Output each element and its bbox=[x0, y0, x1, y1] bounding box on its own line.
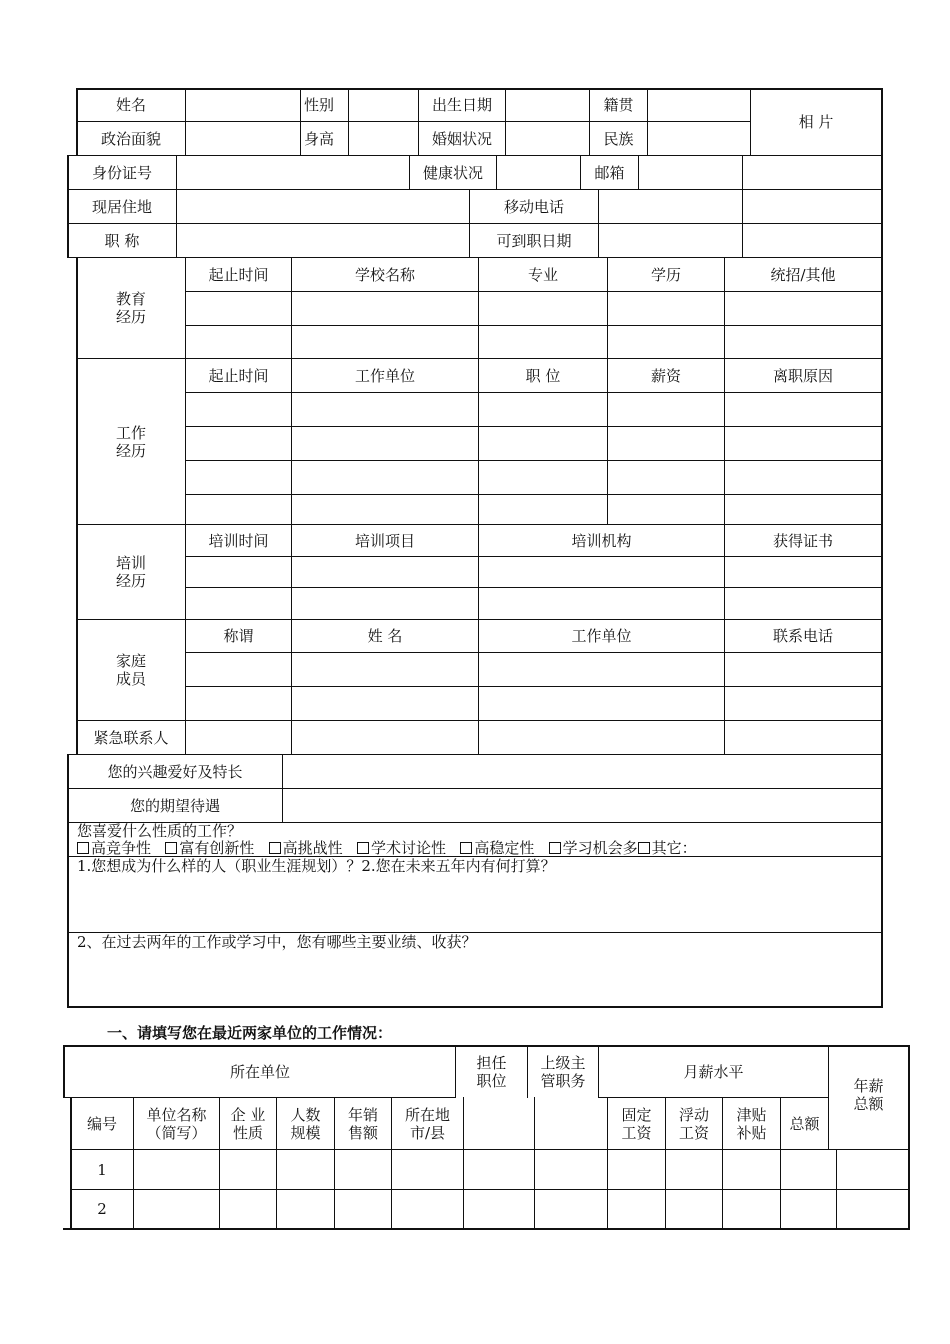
header-line: 年销 bbox=[347, 1105, 378, 1124]
work-preference-options bbox=[77, 839, 697, 857]
option-other[interactable]: 其它： bbox=[638, 839, 697, 857]
row-number: 1 bbox=[97, 1160, 107, 1179]
header-line: 市/县 bbox=[409, 1123, 446, 1142]
address-label: 现居住地 bbox=[91, 197, 152, 216]
recent-job-row[interactable] bbox=[134, 1190, 907, 1228]
edu-entry-row[interactable] bbox=[186, 326, 881, 358]
training-header-program: 培训项目 bbox=[354, 531, 415, 550]
form-right-border bbox=[881, 88, 883, 1008]
header-line: （简写） bbox=[146, 1123, 207, 1142]
mobile-field[interactable] bbox=[599, 190, 742, 223]
edu-header-period: 起止时间 bbox=[208, 265, 269, 284]
political-status-label: 政治面貌 bbox=[100, 129, 161, 148]
work-header-salary: 薪资 bbox=[650, 366, 681, 385]
career-plan-answer[interactable] bbox=[68, 876, 881, 931]
photo-box[interactable]: 相 片 bbox=[798, 113, 834, 131]
work-preference-question: 您喜爱什么性质的工作？ bbox=[77, 822, 243, 840]
ethnic-field[interactable] bbox=[648, 122, 750, 155]
checkbox-icon bbox=[638, 842, 650, 854]
family-entry-row[interactable] bbox=[186, 653, 881, 686]
header-line: 职位 bbox=[476, 1072, 507, 1090]
birth-date-label: 出生日期 bbox=[431, 96, 492, 114]
row-number: 2 bbox=[97, 1200, 107, 1218]
header-line: 单位名称 bbox=[146, 1105, 207, 1124]
achievement-answer[interactable] bbox=[68, 952, 881, 1004]
training-section-label bbox=[77, 525, 185, 619]
achievement-question: 2、在过去两年的工作或学习中，您有哪些主要业绩、收获？ bbox=[77, 933, 477, 951]
header-line: 工资 bbox=[678, 1123, 709, 1142]
section-label-line: 成员 bbox=[115, 670, 146, 688]
recent-job-row[interactable] bbox=[134, 1150, 907, 1189]
header-line: 总额 bbox=[853, 1095, 884, 1113]
career-plan-question: 1.您想成为什么样的人（职业生涯规划）？2.您在未来五年内有何打算？ bbox=[77, 857, 556, 875]
work-entry-row[interactable] bbox=[186, 461, 881, 494]
section-label-line: 经历 bbox=[115, 572, 146, 590]
fixed-salary-header bbox=[608, 1098, 665, 1149]
education-section-label bbox=[77, 258, 185, 358]
edu-header-type: 统招/其他 bbox=[770, 265, 836, 284]
form-bottom-border bbox=[67, 1006, 883, 1008]
email-field[interactable] bbox=[639, 156, 742, 189]
checkbox-icon bbox=[357, 842, 369, 854]
position-header bbox=[456, 1047, 527, 1097]
id-number-field[interactable] bbox=[177, 156, 409, 189]
section-label-line: 教育 bbox=[115, 290, 146, 308]
family-section-label bbox=[77, 620, 185, 720]
work-header-company: 工作单位 bbox=[354, 366, 415, 385]
total-header: 总额 bbox=[789, 1114, 820, 1133]
unit-name-header bbox=[134, 1098, 219, 1149]
training-header-time: 培训时间 bbox=[208, 531, 269, 550]
gender-field[interactable] bbox=[349, 89, 418, 121]
header-line: 年薪 bbox=[853, 1077, 884, 1095]
monthly-salary-header: 月薪水平 bbox=[683, 1063, 744, 1081]
available-date-label: 可到职日期 bbox=[496, 231, 572, 250]
option-high-competition[interactable]: 高竞争性 bbox=[77, 839, 151, 857]
family-header-phone: 联系电话 bbox=[772, 627, 833, 645]
training-header-certificate: 获得证书 bbox=[772, 531, 833, 550]
floating-salary-header bbox=[666, 1098, 722, 1149]
annual-salary-header bbox=[829, 1070, 908, 1120]
work-header-position: 职 位 bbox=[525, 366, 561, 385]
allowance-header bbox=[723, 1098, 780, 1149]
name-field[interactable] bbox=[186, 89, 300, 121]
training-entry-row[interactable] bbox=[186, 588, 881, 619]
checkbox-icon bbox=[460, 842, 472, 854]
checkbox-icon bbox=[77, 842, 89, 854]
edu-header-degree: 学历 bbox=[650, 265, 681, 284]
height-label: 身高 bbox=[304, 129, 335, 148]
city-header bbox=[392, 1098, 463, 1149]
emergency-contact-row[interactable] bbox=[186, 721, 881, 754]
title-label: 职 称 bbox=[104, 231, 140, 250]
section-label-line: 工作 bbox=[115, 423, 146, 442]
family-header-employer: 工作单位 bbox=[571, 627, 632, 645]
work-section-label bbox=[77, 359, 185, 524]
header-line: 津贴 bbox=[736, 1105, 767, 1124]
header-line: 规模 bbox=[290, 1123, 321, 1142]
edu-entry-row[interactable] bbox=[186, 292, 881, 325]
work-header-period: 起止时间 bbox=[208, 366, 269, 385]
header-line: 浮动 bbox=[678, 1105, 709, 1124]
ethnic-label: 民族 bbox=[603, 129, 634, 148]
supervisor-header bbox=[528, 1047, 598, 1097]
training-entry-row[interactable] bbox=[186, 557, 881, 587]
section-label-line: 家庭 bbox=[115, 652, 146, 670]
work-entry-row[interactable] bbox=[186, 495, 881, 524]
header-line: 性质 bbox=[232, 1123, 263, 1142]
size-header bbox=[277, 1098, 334, 1149]
mobile-label: 移动电话 bbox=[503, 197, 564, 216]
edu-header-major: 专业 bbox=[527, 265, 558, 284]
work-header-leave-reason: 离职原因 bbox=[772, 366, 833, 385]
emergency-contact-label: 紧急联系人 bbox=[93, 728, 169, 747]
marital-status-label: 婚姻状况 bbox=[431, 129, 492, 148]
health-field[interactable] bbox=[497, 156, 580, 189]
family-entry-row[interactable] bbox=[186, 687, 881, 720]
header-line: 售额 bbox=[347, 1123, 378, 1142]
header-line: 担任 bbox=[476, 1054, 507, 1072]
available-date-field[interactable] bbox=[599, 224, 742, 257]
origin-label: 籍贯 bbox=[603, 96, 634, 114]
option-challenge[interactable]: 高挑战性 bbox=[269, 839, 343, 857]
header-line: 上级主 bbox=[540, 1054, 586, 1072]
unit-group-header: 所在单位 bbox=[229, 1063, 290, 1081]
section-label-line: 培训 bbox=[115, 554, 146, 572]
height-field[interactable] bbox=[349, 122, 418, 155]
political-status-field[interactable] bbox=[186, 122, 300, 155]
work-entry-row[interactable] bbox=[186, 393, 881, 426]
checkbox-icon bbox=[549, 842, 561, 854]
checkbox-icon bbox=[165, 842, 177, 854]
section-label-line: 经历 bbox=[115, 441, 146, 460]
interests-field[interactable] bbox=[283, 755, 881, 788]
section-label-line: 经历 bbox=[115, 308, 146, 326]
health-label: 健康状况 bbox=[422, 163, 483, 182]
option-innovation[interactable]: 富有创新性 bbox=[165, 839, 254, 857]
recent-jobs-heading: 一、请填写您在最近两家单位的工作情况： bbox=[107, 1024, 393, 1042]
family-header-relation: 称谓 bbox=[223, 627, 254, 645]
interests-label: 您的兴趣爱好及特长 bbox=[107, 762, 243, 781]
no-header: 编号 bbox=[86, 1114, 117, 1133]
origin-field[interactable] bbox=[648, 89, 750, 121]
header-line: 工资 bbox=[621, 1123, 652, 1142]
checkbox-icon bbox=[269, 842, 281, 854]
header-line: 固定 bbox=[621, 1105, 652, 1124]
expected-treatment-field[interactable] bbox=[283, 789, 881, 822]
email-label: 邮箱 bbox=[594, 163, 625, 182]
sales-header bbox=[335, 1098, 391, 1149]
address-field[interactable] bbox=[177, 190, 469, 223]
option-stability[interactable]: 高稳定性 bbox=[460, 839, 534, 857]
nature-header bbox=[220, 1098, 276, 1149]
name-label: 姓名 bbox=[115, 96, 146, 114]
header-line: 所在地 bbox=[404, 1105, 450, 1124]
marital-status-field[interactable] bbox=[506, 122, 589, 155]
title-field[interactable] bbox=[177, 224, 469, 257]
option-learning[interactable]: 学习机会多 bbox=[549, 839, 638, 857]
option-academic[interactable]: 学术讨论性 bbox=[357, 839, 446, 857]
expected-treatment-label: 您的期望待遇 bbox=[129, 796, 220, 815]
family-header-name: 姓 名 bbox=[367, 627, 403, 645]
header-line: 管职务 bbox=[540, 1072, 586, 1090]
gender-label: 性别 bbox=[304, 96, 335, 114]
training-header-institution: 培训机构 bbox=[571, 531, 632, 550]
birth-date-field[interactable] bbox=[506, 89, 589, 121]
header-line: 人数 bbox=[290, 1105, 321, 1124]
id-number-label: 身份证号 bbox=[91, 163, 152, 182]
header-line: 企 业 bbox=[230, 1105, 266, 1124]
header-line: 补贴 bbox=[736, 1123, 767, 1142]
edu-header-school: 学校名称 bbox=[354, 265, 415, 284]
work-entry-row[interactable] bbox=[186, 427, 881, 460]
